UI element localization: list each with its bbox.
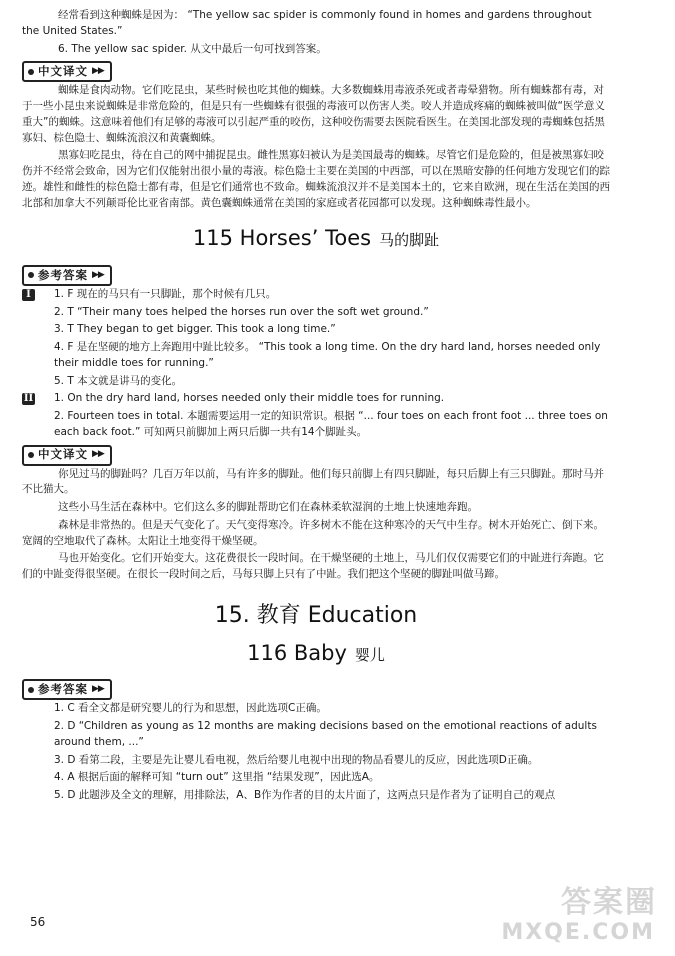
lesson-116-title: 116 Baby 婴儿 — [247, 640, 385, 665]
answer-ii-1: 1. On the dry hard land, horses needed only their middle toes for running. — [54, 392, 445, 405]
answer-2: 2. T “Their many toes helped the horses run over the soft wet ground.” — [54, 305, 429, 318]
lesson-115-title: 115 Horses’ Toes 马的脚趾 — [192, 226, 440, 251]
horse-translation-p1: 你见过马的脚趾吗？几百万年以前，马有许多的脚趾。他们每只前脚上有四只脚趾，每只后脚上有三只脚趾。那时马并不比猫大。 — [22, 467, 604, 496]
answer-5: 5. T 本文就是讲马的变化。 — [54, 374, 183, 387]
bullet-icon — [28, 272, 34, 278]
translation-label-2: 中文译文 ▶▶ — [22, 445, 610, 465]
answer-116-1: 1. C 看全文都是研究婴儿的行为和思想，因此选项C正确。 — [54, 702, 327, 715]
answer-116-5: 5. D 此题涉及全文的理解，用排除法，A、B作为作者的目的太片面了，这两点只是作者为了证明自己的观点 — [54, 789, 556, 801]
spider-answer-6: 6. The yellow sac spider. 从文中最后一句可找到答案。 — [58, 42, 327, 55]
bullet-icon — [28, 69, 34, 75]
arrow-icon: ▶▶ — [92, 684, 104, 694]
arrow-icon: ▶▶ — [92, 449, 104, 460]
horse-translation-p4: 马也开始变化。它们开始变大。这花费很长一段时间。在干燥坚硬的土地上，马儿们仅仅需要它们的中趾进行奔跑。它们的中趾变得很坚硬。在很长一段时间之后，马每只脚上只有了中趾。我们把这个坚硬的脚趾叫做马蹄。 — [22, 552, 604, 580]
arrow-icon: ▶▶ — [92, 269, 104, 280]
horse-translation-p2: 这些小马生活在森林中。它们这么多的脚趾帮助它们在森林柔软湿润的土地上快速地奔跑。 — [58, 501, 478, 513]
spider-translation-p1: 蜘蛛是食肉动物。它们吃昆虫，某些时候也吃其他的蜘蛛。大多数蜘蛛用毒液杀死或者毒晕猎物。所有蜘蛛都有毒，对于一些小昆虫来说蜘蛛是非常危险的，但是只有一些蜘蛛有很强的毒液可以伤害人类。咬人并造成疼痛的蜘蛛被叫做“医学意义重大”的蜘蛛。这意味着他们有足够的毒液可以引起严重的咬伤，这种咬伤需要去医院看医生。在美国北部发现的毒蜘蛛包括黑寡妇、棕色隐士、蜘蛛流浪汉和黄囊蜘蛛。 — [22, 84, 605, 144]
section-15-title: 15. 教育 Education — [214, 602, 418, 628]
bullet-icon — [28, 687, 34, 693]
arrow-icon: ▶▶ — [92, 66, 104, 76]
horse-translation-p3: 森林是非常热的。但是天气变化了。天气变得寒冷。许多树木不能在这种寒冷的天气中生存。树木开始死亡、倒下来。宽阔的空地取代了森林。太阳让土地变得干燥坚硬。 — [22, 518, 604, 547]
answer-group-ii — [22, 391, 610, 407]
page-number: 56 — [30, 915, 46, 929]
page-content — [22, 8, 610, 806]
answer-116-4: 4. A 根据后面的解释可知 “turn out” 这里指 “结果发现”，因此选A。 — [54, 771, 380, 784]
bullet-icon — [28, 452, 34, 458]
spider-answer-5: 经常看到这种蜘蛛是因为： “The yellow sac spider is commonly found in homes and gardens throughout the United States.” — [22, 9, 592, 37]
answer-4: 4. F 是在坚硬的地方上奔跑用中趾比较多。 “This took a long time. On the dry hard land, horses needed only their middle toes for running.” — [54, 341, 601, 369]
answer-group-i — [22, 287, 610, 303]
watermark-logo: 答案圈 MXQE.COM — [501, 885, 657, 945]
roman-numeral-ii: II — [23, 393, 34, 405]
answer-1: 1. F 现在的马只有一只脚趾，那个时候有几只。 — [54, 287, 277, 300]
answers-label-116: 参考答案 ▶▶ — [22, 679, 610, 699]
roman-numeral-i: I — [22, 289, 35, 301]
answer-ii-2: 2. Fourteen toes in total. 本题需要运用一定的知识常识。根据 “... four toes on each front foot ... three toes on each back foot.” 可知两只前脚加上两只后脚一共有14个脚趾头。 — [54, 410, 608, 438]
translation-label-1: 中文译文 ▶▶ — [22, 61, 610, 81]
answer-3: 3. T They began to get bigger. This took a long time.” — [54, 323, 336, 336]
answer-116-3: 3. D 看第二段，主要是先让婴儿看电视，然后给婴儿电视中出现的物品看婴儿的反应，因此选项D正确。 — [54, 753, 539, 766]
spider-translation-p2: 黑寡妇吃昆虫，待在自己的网中捕捉昆虫。雌性黑寡妇被认为是美国最毒的蜘蛛。尽管它们是危险的，但是被黑寡妇咬伤并不经常会致命，因为它们仅能射出很小量的毒液。棕色隐士主要在美国的中西部，可以在黑暗安静的任何地方发现它们的踪迹。雄性和雌性的棕色隐士都有毒，但是它们通常也不致命。蜘蛛流浪汉并不是美国本土的，它来自欧洲，现在生活在美国的西北部和加拿大不列颠哥伦比亚省南部。黄色囊蜘蛛通常在美国的家庭或者花园都可以发现。这种蜘蛛毒性最小。 — [22, 149, 610, 209]
answer-116-2: 2. D “Children as young as 12 months are making decisions based on the emotional reactions of adults around them, ...” — [54, 720, 597, 748]
answers-label-115: 参考答案 ▶▶ — [22, 265, 610, 285]
